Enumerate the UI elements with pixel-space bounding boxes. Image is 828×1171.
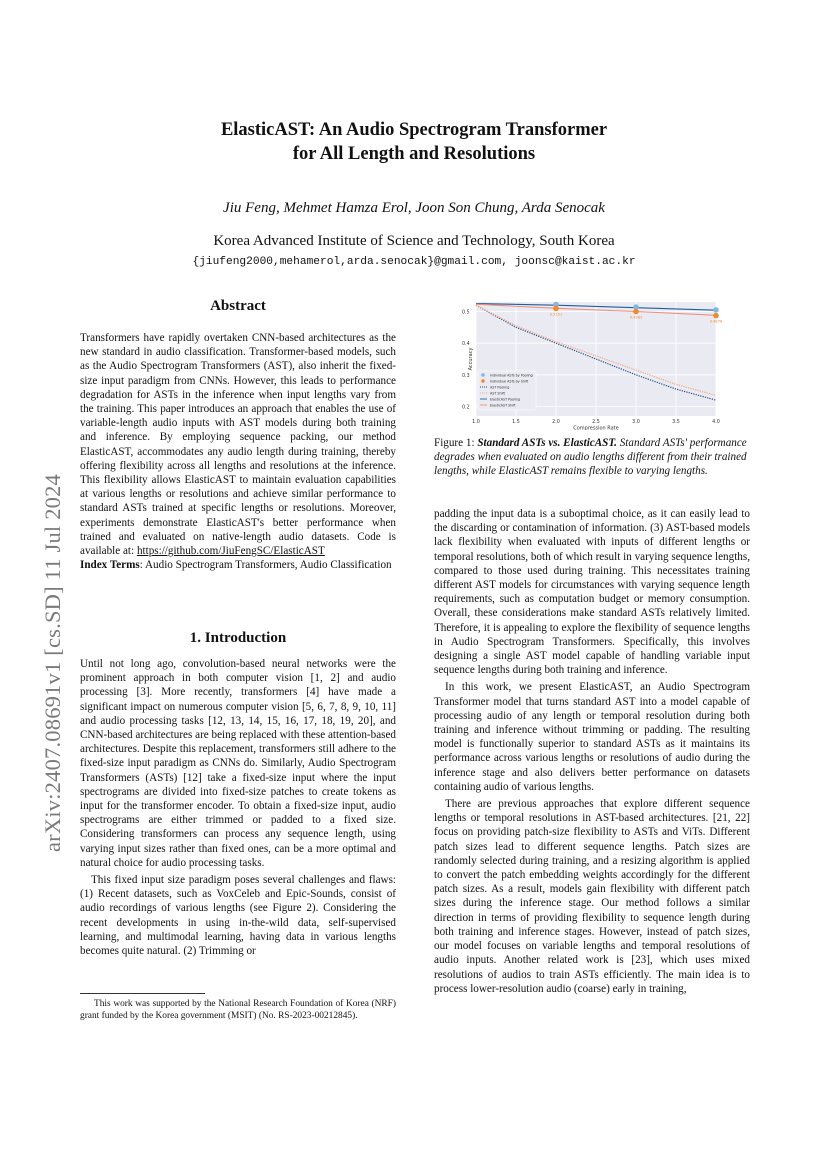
right-paragraph-3: There are previous approaches that explore different sequence lengths or temporal resolutions in AST-based architectures. [21, 22] focus on providing patch-size flexibility to ASTs and ViTs. Different patch sizes lead to different sequence lengths. Patch sizes are randomly selected during training, and a resizing algorithm is applied to convert the patch embedding weights accordingly for the different patch sizes. As a result, models gain flexibility with different patch sizes during the inference stage. Our method follows a similar direction in terms of providing flexibility to sequence length during both training and inference stages. However, instead of patch sizes, our model focuses on variable lengths and temporal resolutions of audio inputs. Another related work is [23], which uses mixed resolutions of audios to train ASTs efficiently. The main idea is to process lower-resolution audio (coarse) early in training, (434, 798, 750, 995)
x-tick-label: 2.5 (592, 420, 600, 425)
abstract-heading: Abstract (210, 298, 266, 314)
right-column (434, 507, 750, 996)
legend-entry: Individual ASTs by Pooling (490, 373, 533, 378)
arxiv-stamp-text: arXiv:2407.08691v1 [cs.SD] 11 Jul 2024 (40, 474, 65, 852)
footnote (80, 998, 396, 1022)
figure-1-chart (448, 296, 750, 430)
y-tick-label: 0.5 (462, 310, 470, 316)
index-terms-label: Index Terms (80, 559, 140, 572)
legend-entry: ElasticAST Pooling (490, 397, 521, 402)
affiliation: Korea Advanced Institute of Science and Technology, South Korea (213, 233, 615, 249)
abstract-body (80, 331, 396, 572)
footnote-rule (80, 993, 205, 994)
legend-marker (481, 373, 485, 377)
title-line-2: for All Length and Resolutions (292, 144, 536, 164)
legend-entry: ElasticAST Shift (490, 403, 516, 408)
emails: {jiufeng2000,mehamerol,arda.senocak}@gmail.com, joonsc@kaist.ac.kr (192, 256, 636, 268)
right-paragraph-1: padding the input data is a suboptimal choice, as it can easily lead to the discarding or contamination of information. (3) AST-based models lack flexibility when evaluated with inputs of different lengths or temporal resolutions, both of which result in varying sequence lengths, compared to those used during training. This necessitates training different AST models for circumstances with varying sequence length requirements, such as computation budget or memory consumption. Overall, these considerations make standard ASTs relatively limited. Therefore, it is appealing to explore the flexibility of sequence lengths in Audio Spectrogram Transformers. Specifically, this involves designing a single AST model capable of handling variable input sequence lengths during both training and inference. (434, 508, 750, 677)
data-point (713, 307, 719, 313)
intro-heading: 1. Introduction (189, 630, 287, 646)
data-label: 0.4983 (629, 315, 643, 320)
intro-body (80, 657, 396, 958)
data-label: 0.4878 (709, 319, 723, 324)
legend-entry: AST Shift (490, 391, 505, 396)
authors: Jiu Feng, Mehmet Hamza Erol, Joon Son Chung, Arda Senocak (223, 200, 605, 216)
legend-entry: AST Pooling (490, 385, 510, 390)
abstract-text: Transformers have rapidly overtaken CNN-based architectures as the new standard in audio classification. Transformer-based models, such as the Audio Spectrogram Transformers (AST), also inherit the fixed-size input paradigm from CNNs. However, this leads to performance degradation for ASTs in the inference when input lengths vary from the training. This paper introduces an approach that enables the use of variable-length audio inputs with AST models during both training and inference. By employing sequence packing, our method ElasticAST, accommodates any audio length during training, thereby offering flexibility across all lengths and resolutions at the inference. This flexibility allows ElasticAST to maintain evaluation capabilities at various lengths or resolutions and achieve similar performance to standard ASTs trained at specific lengths or resolutions. Moreover, experiments demonstrate ElasticAST's better performance when trained and evaluated on native-length audio datasets. Code is available at: (80, 332, 396, 558)
paper-title (80, 118, 748, 166)
x-axis-label: Compression Rate (573, 425, 619, 430)
data-point (553, 306, 559, 312)
title-line-1: ElasticAST: An Audio Spectrogram Transformer (220, 120, 608, 140)
y-tick-label: 0.4 (462, 342, 470, 348)
x-tick-label: 2.0 (552, 420, 560, 425)
x-tick-label: 3.0 (632, 420, 640, 425)
right-paragraph-2: In this work, we present ElasticAST, an Audio Spectrogram Transformer model that turns standard AST into a model capable of processing audio of any length or temporal resolution during both training and inference without trimming or padding. The resulting model is functionally superior to standard ASTs as it maintains its performance across various lengths or resolutions of audio during the inference stage and also delivers better performance on datasets containing audio of various lengths. (434, 681, 750, 793)
index-terms: : Audio Spectrogram Transformers, Audio Classification (139, 559, 392, 572)
x-tick-label: 1.5 (512, 420, 520, 425)
caption-label: Figure 1: (434, 437, 478, 449)
intro-paragraph-2: This fixed input size paradigm poses several challenges and flaws: (1) Recent datasets, such as VoxCeleb and Epic-Sounds, consist of audio recordings of various lengths (see Figure 2). Considering the recent developments in using in-the-wild data, self-supervised learning, and multimodal learning, having data in various lengths becomes quite natural. (2) Trimming or (80, 874, 396, 958)
y-axis-label: Accuracy (468, 347, 474, 371)
legend-marker (481, 379, 485, 383)
x-tick-label: 1.0 (472, 420, 480, 425)
code-link[interactable]: https://github.com/JiuFengSC/ElasticAST (136, 545, 325, 558)
x-tick-label: 4.0 (712, 420, 720, 425)
y-tick-label: 0.3 (462, 373, 470, 379)
data-point (713, 313, 719, 319)
caption-head: Standard ASTs vs. ElasticAST. (477, 437, 617, 449)
y-tick-label: 0.2 (462, 405, 470, 411)
arxiv-stamp (20, 372, 65, 852)
intro-paragraph-1: Until not long ago, convolution-based neural networks were the prominent approach in both computer vision [1, 2] and audio processing [3]. More recently, transformers [4] have made a significant impact on numerous computer vision [5, 6, 7, 8, 9, 10, 11] and audio processing tasks [12, 13, 14, 15, 16, 17, 18, 19, 20], and CNN-based architectures are being replaced with these attention-based architectures. Despite this replacement, transformers still adhere to the fixed-size input paradigm as CNNs do. Similarly, Audio Spectrogram Transformers (ASTs) [12] take a fixed-size input where the input spectrograms are divided into fixed-size patches to create tokens as input for the transformer encoder. To obtain a fixed-size input, audio spectrograms are either trimmed or padded to a fixed size. Considering transformers can process any sequence length, using varying input sizes rather than fixed ones, can be a more optimal and natural choice for audio processing tasks. (80, 658, 396, 869)
x-tick-label: 3.5 (672, 420, 680, 425)
data-point (633, 309, 639, 315)
footnote-text: This work was supported by the National Research Foundation of Korea (NRF) grant funded by the Korea government (MSIT) (No. RS-2023-00212845). (80, 999, 396, 1021)
caption-body: Standard ASTs' performance degrades when evaluated on audio lengths different from their trained lengths, while ElasticAST remains flexible to varying lengths. (434, 437, 747, 478)
legend-entry: Individual ASTs by Shift (490, 379, 529, 384)
figure-1-caption (434, 436, 750, 479)
data-label: 0.5151 (549, 312, 563, 317)
